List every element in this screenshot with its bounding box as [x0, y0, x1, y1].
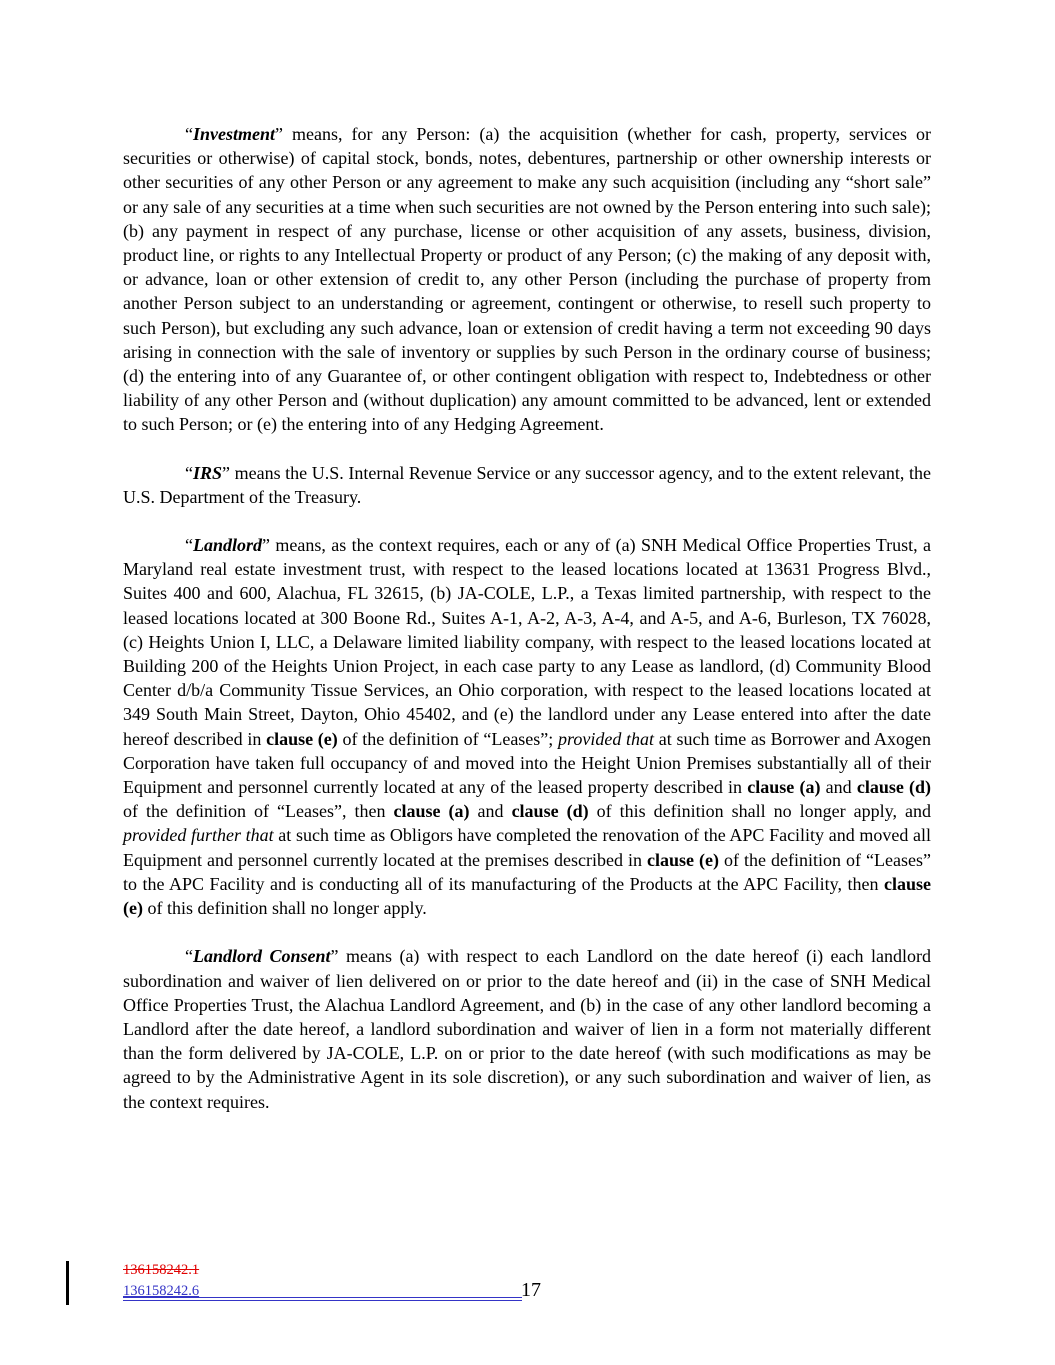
text-run: ” means the U.S. Internal Revenue Service or any successor agency, and to the extent relevant, the U.S. Department of the Treasury.	[123, 462, 931, 507]
page-number: 17	[521, 1279, 541, 1301]
definition-irs	[123, 461, 931, 509]
revision-change-bar	[66, 1261, 69, 1305]
text-run: clause (e)	[266, 728, 338, 749]
text-run: of the definition of “Leases”;	[337, 728, 559, 749]
text-run: clause (d)	[511, 801, 589, 822]
text-run: provided that	[558, 728, 655, 749]
definition-landlord-consent	[123, 944, 931, 1113]
text-run: clause (a)	[393, 801, 470, 822]
text-run: “	[185, 535, 193, 556]
text-run: provided further that	[123, 825, 274, 846]
text-run: “	[185, 946, 193, 967]
text-run: Landlord Consent	[193, 946, 331, 967]
text-run: ” means (a) with respect to each Landlord on the date hereof (i) each landlord subordination and waiver of lien delivered on or prior to the date hereof and (ii) in the case of SNH Medical Office Properties Trust, the Alachua Landlord Agreement, and (b) in the case of any other landlord becoming a Landlord after the date hereof, a landlord subordination and waiver of lien in a form not materially different than the form delivered by JA-COLE, L.P. on or prior to the date hereof (with such modifications as may be agreed to by the Administrative Agent in its sole discretion), or any such subordination and waiver of lien, as the context requires.	[123, 946, 931, 1112]
text-run: Investment	[193, 124, 276, 144]
text-run: of this definition shall no longer apply.	[142, 898, 427, 919]
definition-landlord	[123, 533, 931, 920]
text-run: of the definition of “Leases”, then	[123, 801, 394, 822]
text-run: Landlord	[193, 535, 263, 556]
definition-investment	[123, 122, 931, 437]
text-run: clause (e)	[647, 849, 719, 870]
text-run: at such time as Obligors have completed the renovation of the APC Facility and moved all Equipment and personnel currently located at the premises described in	[123, 825, 931, 870]
text-run: of this definition shall no longer apply, and	[588, 801, 931, 822]
text-run: ” means, as the context requires, each or any of (a) SNH Medical Office Properties Trust, a Maryland real estate investment trust, with respect to the leased locations located at 13631 Progress Blvd., Suites 400 and 600, Alachua, FL 32615, (b) JA-COLE, L.P., a Texas limited partnership, with respect to the leased locations located at 300 Boone Rd., Suites A-1, A-2, A-3, A-4, and A-5, and A-6, Burleson, TX 76028, (c) Heights Union I, LLC, a Delaware limited liability company, with respect to the leased locations located at Building 200 of the Heights Union Project, in each case party to any Lease as landlord, (d) Community Blood Center d/b/a Community Tissue Services, an Ohio corporation, with respect to the leased locations located at 349 South Main Street, Dayton, Ohio 45402, and (e) the landlord under any Lease entered into after the date hereof described in	[123, 535, 931, 749]
text-run: “	[185, 124, 193, 144]
text-run: and	[820, 777, 857, 798]
text-run: clause (e)	[123, 873, 931, 919]
doc-control-number-deleted: 136158242.1	[123, 1262, 200, 1278]
text-run: and	[469, 801, 512, 822]
text-run: at such time as Borrower and Axogen Corporation have taken full occupancy of and moved into the Height Union Premises substantially all of their Equipment and personnel currently located at any of the leased property described in	[123, 728, 932, 798]
document-body	[123, 122, 931, 1114]
footer-underline-rule	[123, 1297, 522, 1301]
doc-control-number-inserted: 136158242.6	[123, 1283, 200, 1299]
text-run: IRS	[193, 462, 223, 483]
text-run: of the definition of “Leases” to the APC Facility and is conducting all of its manufacturing of the Products at the APC Facility, then	[123, 849, 931, 894]
text-run: clause (a)	[747, 777, 821, 798]
text-run: ” means, for any Person: (a) the acquisition (whether for cash, property, services or securities or otherwise) of capital stock, bonds, notes, debentures, partnership or other ownership interests or other securities of any other Person or any agreement to make any such acquisition (including any “short sale” or any sale of any securities at a time when such securities are not owned by the Person entering into such sale); (b) any payment in respect of any purchase, license or other acquisition of any assets, business, division, product line, or rights to any Intellectual Property or product of any Person; (c) the making of any deposit with, or advance, loan or other extension of credit to, any other Person (including the purchase of property from another Person subject to an understanding or agreement, contingent or otherwise, to resell such property to such Person), but excluding any such advance, loan or extension of credit having a term not exceeding 90 days arising in connection with the sale of inventory or supplies by such Person in the ordinary course of business; (d) the entering into of any Guarantee of, or other contingent obligation with respect to, Indebtedness or other liability of any other Person and (without duplication) any amount committed to be advanced, lent or extended to such Person; or (e) the entering into of any Hedging Agreement.	[123, 124, 931, 435]
text-run: “	[185, 462, 193, 483]
text-run: clause (d)	[856, 777, 932, 798]
